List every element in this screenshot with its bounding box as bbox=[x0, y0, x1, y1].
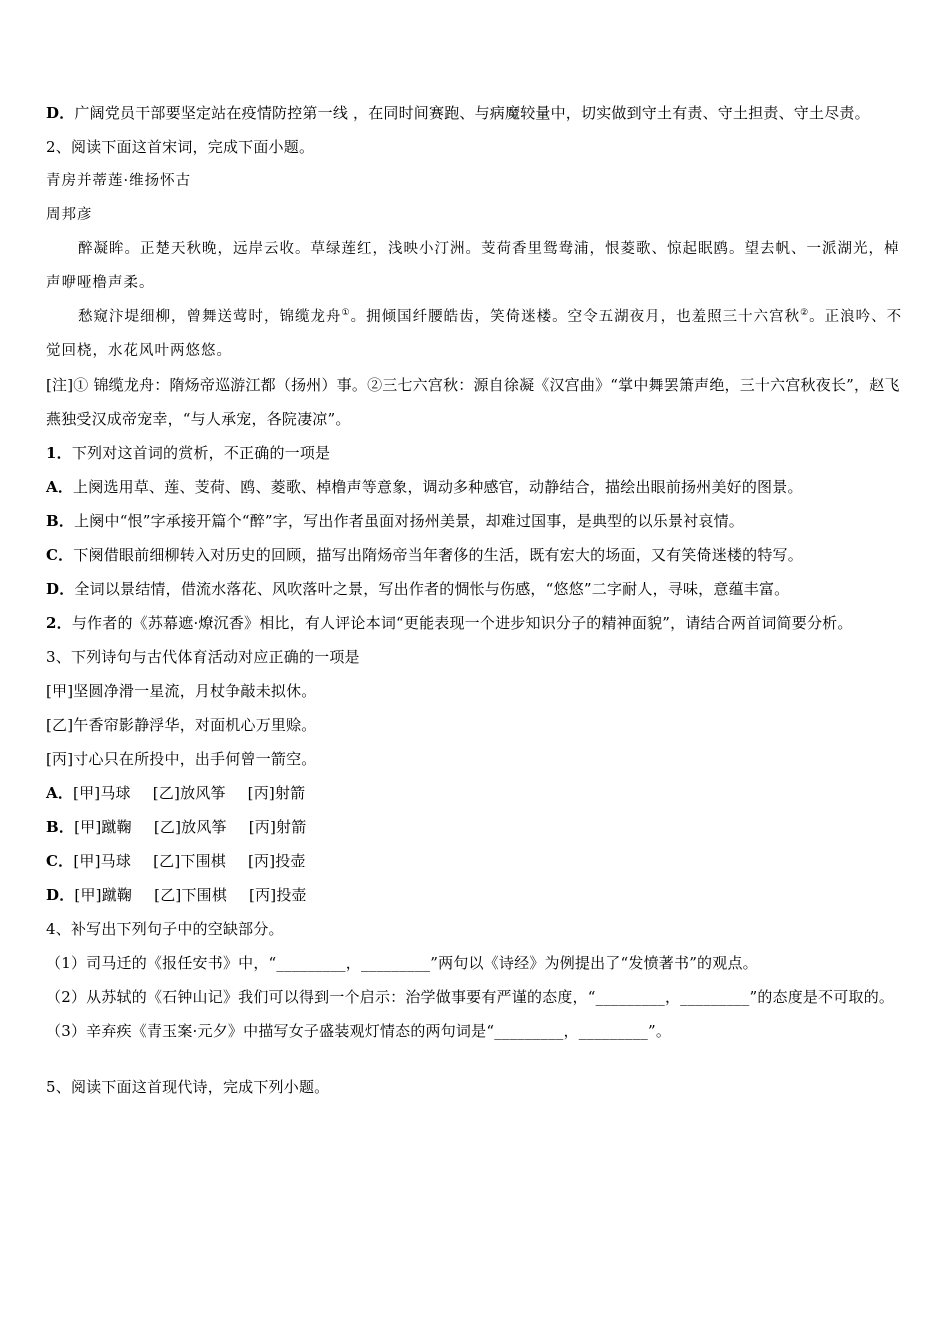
option-text: 上阕选用草、莲、芰荷、鸥、菱歌、棹橹声等意象，调动多种感官，动静结合，描绘出眼前扬州美好的图景。 bbox=[73, 478, 803, 496]
item-suffix: ”的态度是不可取的。 bbox=[749, 988, 895, 1006]
option-label: A． bbox=[46, 784, 74, 802]
option-label: C． bbox=[46, 546, 74, 564]
option-text: 广阔党员干部要坚定站在疫情防控第一线 ，在同时间赛跑、与病魔较量中，切实做到守土有责、守土担责、守土尽责。 bbox=[74, 104, 870, 122]
poem-author: 周邦彦 bbox=[46, 207, 93, 223]
question-3-stem: 3、下列诗句与古代体育活动对应正确的一项是 bbox=[46, 648, 360, 666]
option-text: 下阕借眼前细柳转入对历史的回顾，描写出隋炀帝当年奢侈的生活，既有宏大的场面，又有笑倚迷楼的特写。 bbox=[73, 546, 803, 564]
q3-option-d bbox=[46, 878, 906, 912]
option-yi: [乙]放风筝 bbox=[153, 818, 227, 836]
subquestion-2-stem bbox=[46, 606, 906, 640]
blank-field[interactable]: _________ bbox=[276, 954, 346, 972]
q3-option-b bbox=[46, 810, 906, 844]
option-jia: [甲]马球 bbox=[73, 784, 131, 802]
stanza-2-part-a: 愁窥汴堤细柳，曾舞送莺时，锦缆龙舟 bbox=[78, 309, 342, 325]
poem-title: 青房并蒂莲·维扬怀古 bbox=[46, 173, 192, 189]
blank-field[interactable]: _________ bbox=[360, 954, 431, 972]
option-jia: [甲]蹴鞠 bbox=[74, 818, 132, 836]
blank-separator: ， bbox=[664, 988, 681, 1006]
blank-separator: ， bbox=[345, 954, 361, 972]
option-label: D． bbox=[46, 886, 75, 904]
sub1-option-b bbox=[46, 504, 906, 538]
item-prefix: （2）从苏轼的《石钟山记》我们可以得到一个启示：治学做事要有严谨的态度，“ bbox=[46, 988, 596, 1006]
option-text: 上阕中“恨”字承接开篇个“醉”字，写出作者虽面对扬州美景，却难过国事，是典型的以乐景衬哀情。 bbox=[74, 512, 744, 530]
option-label: D． bbox=[46, 580, 75, 598]
verse-line-yi: [乙]午香帘影静浮华，对面机心万里赊。 bbox=[46, 716, 317, 734]
blank-field[interactable]: _________ bbox=[494, 1022, 564, 1040]
option-bing: [丙]射箭 bbox=[248, 818, 307, 836]
item-suffix: ”。 bbox=[648, 1022, 672, 1040]
option-text: 全词以景结情，借流水落花、风吹落叶之景，写出作者的惆怅与伤感，“悠悠”二字耐人，寻味，意蕴丰富。 bbox=[74, 580, 790, 598]
option-d-paragraph bbox=[46, 96, 906, 130]
option-bing: [丙]投壶 bbox=[247, 852, 306, 870]
section-spacer bbox=[46, 1048, 906, 1070]
option-label: A． bbox=[46, 478, 74, 496]
item-prefix: （1）司马迁的《报任安书》中，“ bbox=[46, 954, 277, 972]
fill-in-item-1 bbox=[46, 946, 906, 980]
blank-separator: ， bbox=[563, 1022, 579, 1040]
stanza-2-part-b: 。拥倾国纤腰皓齿，笑倚迷楼。空令五湖夜月，也羞照三十六宫秋 bbox=[350, 309, 801, 325]
subquestion-text: 与作者的《苏幕遮·燎沉香》相比，有人评论本词“更能表现一个进步知识分子的精神面貌”，请结合两首词简要分析。 bbox=[71, 614, 853, 632]
option-yi: [乙]放风筝 bbox=[152, 784, 226, 802]
fill-in-item-3 bbox=[46, 1014, 906, 1048]
option-yi: [乙]下围棋 bbox=[153, 852, 226, 870]
option-label: B． bbox=[46, 818, 75, 836]
subquestion-1-stem bbox=[46, 436, 906, 470]
sub1-option-a bbox=[46, 470, 906, 504]
question-4-stem: 4、补写出下列句子中的空缺部分。 bbox=[46, 920, 284, 938]
document-page bbox=[46, 96, 906, 1104]
verse-line-jia: [甲]坚圆净滑一星流，月杖争敲未拟休。 bbox=[46, 682, 317, 700]
option-label: D． bbox=[46, 104, 75, 122]
footnote-marker-2: ② bbox=[800, 308, 810, 319]
poem-stanza-1: 醉凝眸。正楚天秋晚，远岸云收。草绿莲红，浅映小汀洲。芰荷香里鸳鸯浦，恨菱歌、惊起眠鸥。望去帆、一派湖光，棹声咿哑橹声柔。 bbox=[46, 241, 900, 291]
blank-field[interactable]: _________ bbox=[578, 1022, 649, 1040]
subquestion-number: 2． bbox=[46, 614, 72, 632]
q3-option-c bbox=[46, 844, 906, 878]
question-2-intro: 2、阅读下面这首宋词，完成下面小题。 bbox=[46, 138, 315, 156]
item-prefix: （3）辛弃疾《青玉案·元夕》中描写女子盛装观灯情态的两句词是“ bbox=[46, 1022, 495, 1040]
q3-option-a bbox=[46, 776, 906, 810]
option-bing: [丙]射箭 bbox=[247, 784, 306, 802]
verse-line-bing: [丙]寸心只在所投中，出手何曾一箭空。 bbox=[46, 750, 317, 768]
fill-in-item-2 bbox=[46, 980, 906, 1014]
poem-note: [注]① 锦缆龙舟：隋炀帝巡游江都（扬州）事。②三七六宫秋：源自徐凝《汉宫曲》“掌中舞罢箫声绝，三十六宫秋夜长”，赵飞燕独受汉成帝宠幸，“与人承宠，各院凄凉”。 bbox=[46, 376, 900, 428]
poem-stanza-2 bbox=[46, 300, 906, 368]
blank-field[interactable]: _________ bbox=[680, 988, 750, 1006]
subquestion-text: 下列对这首词的赏析，不正确的一项是 bbox=[71, 444, 331, 462]
sub1-option-c bbox=[46, 538, 906, 572]
stanza-2-part-c: 。正浪吟、不觉回桡，水花风叶两悠悠。 bbox=[46, 309, 903, 359]
blank-field[interactable]: _________ bbox=[595, 988, 665, 1006]
subquestion-number: 1． bbox=[46, 444, 72, 462]
option-yi: [乙]下围棋 bbox=[154, 886, 228, 904]
option-label: C． bbox=[46, 852, 74, 870]
option-jia: [甲]马球 bbox=[73, 852, 132, 870]
item-suffix: ”两句以《诗经》为例提出了“发愤著书”的观点。 bbox=[430, 954, 758, 972]
question-5-stem: 5、阅读下面这首现代诗，完成下列小题。 bbox=[46, 1078, 330, 1096]
option-jia: [甲]蹴鞠 bbox=[74, 886, 133, 904]
option-bing: [丙]投壶 bbox=[249, 886, 307, 904]
footnote-marker-1: ① bbox=[341, 308, 351, 319]
sub1-option-d bbox=[46, 572, 906, 606]
option-label: B． bbox=[46, 512, 75, 530]
